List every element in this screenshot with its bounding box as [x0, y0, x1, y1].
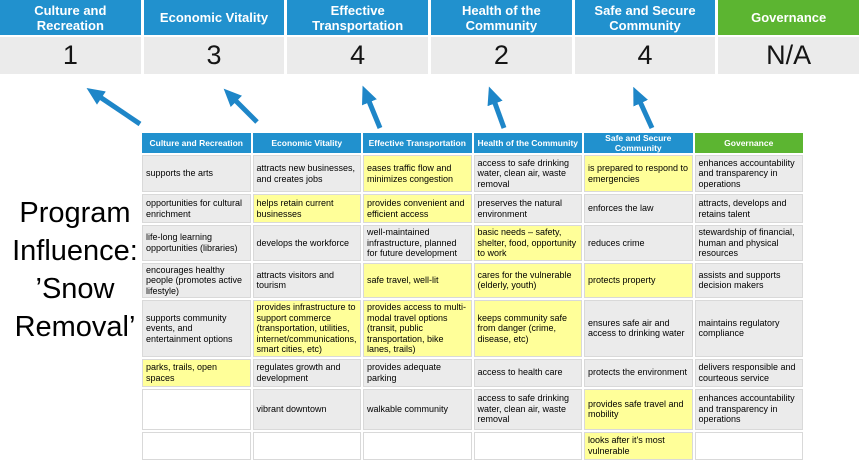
matrix-cell-r5-c4: keeps community safe from danger (crime, disease, etc) — [474, 300, 583, 357]
matrix-cell-r4-c3: safe travel, well-lit — [363, 263, 472, 299]
scoreboard-score-2: 4 — [287, 37, 428, 74]
title-line: Influence: — [12, 235, 138, 267]
table-row — [142, 300, 803, 357]
matrix-cell-r5-c2: provides infrastructure to support commerce (transportation, utilities, internet/communications, smart cities, etc) — [253, 300, 362, 357]
scoreboard — [0, 0, 859, 74]
matrix-cell-r8-c6 — [695, 432, 804, 460]
up-arrow-safe — [637, 95, 652, 128]
matrix-cell-r6-c2: regulates growth and development — [253, 359, 362, 387]
matrix-cell-r7-c4: access to safe drinking water, clean air, waste removal — [474, 389, 583, 430]
matrix-cell-r3-c3: well-maintained infrastructure, planned for future development — [363, 225, 472, 261]
scoreboard-score-5: N/A — [718, 37, 859, 74]
table-row — [142, 432, 803, 460]
matrix-cell-r4-c6: assists and supports decision makers — [695, 263, 804, 299]
scoreboard-score-4: 4 — [575, 37, 716, 74]
matrix-cell-r8-c2 — [253, 432, 362, 460]
matrix-cell-r4-c1: encourages healthy people (promotes active lifestyle) — [142, 263, 251, 299]
table-row — [142, 225, 803, 261]
matrix-cell-r1-c2: attracts new businesses, and creates jobs — [253, 155, 362, 192]
matrix-cell-r4-c2: attracts visitors and tourism — [253, 263, 362, 299]
matrix-cell-r6-c3: provides adequate parking — [363, 359, 472, 387]
title-line: ’Snow — [35, 273, 115, 305]
scoreboard-score-0: 1 — [0, 37, 141, 74]
matrix-cell-r3-c4: basic needs – safety, shelter, food, opportunity to work — [474, 225, 583, 261]
scoreboard-header-2: Effective Transportation — [287, 0, 428, 35]
up-arrow-health — [492, 95, 504, 128]
matrix-cell-r3-c5: reduces crime — [584, 225, 693, 261]
matrix-cell-r2-c4: preserves the natural environment — [474, 194, 583, 223]
matrix-cell-r2-c5: enforces the law — [584, 194, 693, 223]
matrix-cell-r1-c6: enhances accountability and transparency in operations — [695, 155, 804, 192]
matrix-cell-r7-c5: provides safe travel and mobility — [584, 389, 693, 430]
matrix-cell-r3-c2: develops the workforce — [253, 225, 362, 261]
matrix-column-header-5: Governance — [695, 133, 804, 153]
scoreboard-header-0: Culture and Recreation — [0, 0, 141, 35]
matrix-cell-r7-c1 — [142, 389, 251, 430]
matrix-body — [142, 155, 803, 460]
matrix-cell-r3-c6: stewardship of financial, human and physical resources — [695, 225, 804, 261]
matrix-column-header-1: Economic Vitality — [253, 133, 362, 153]
matrix-cell-r8-c1 — [142, 432, 251, 460]
up-arrow-economic — [230, 95, 257, 122]
table-row — [142, 359, 803, 387]
scoreboard-header-1: Economic Vitality — [144, 0, 285, 35]
matrix-header-row — [142, 133, 803, 153]
matrix-column-header-3: Health of the Community — [474, 133, 583, 153]
matrix-cell-r7-c6: enhances accountability and transparency in operations — [695, 389, 804, 430]
matrix-cell-r3-c1: life-long learning opportunities (libraries) — [142, 225, 251, 261]
matrix-cell-r1-c5: is prepared to respond to emergencies — [584, 155, 693, 192]
up-arrow-culture — [94, 93, 140, 124]
scoreboard-score-1: 3 — [144, 37, 285, 74]
matrix-cell-r7-c3: walkable community — [363, 389, 472, 430]
matrix-cell-r8-c3 — [363, 432, 472, 460]
matrix-column-header-4: Safe and Secure Community — [584, 133, 693, 153]
scoreboard-header-5: Governance — [718, 0, 859, 35]
matrix-cell-r4-c4: cares for the vulnerable (elderly, youth) — [474, 263, 583, 299]
matrix-column-header-0: Culture and Recreation — [142, 133, 251, 153]
table-row — [142, 263, 803, 299]
up-arrow-transportation — [366, 94, 380, 128]
matrix-cell-r1-c1: supports the arts — [142, 155, 251, 192]
matrix-cell-r2-c6: attracts, develops and retains talent — [695, 194, 804, 223]
matrix-cell-r4-c5: protects property — [584, 263, 693, 299]
matrix-cell-r6-c4: access to health care — [474, 359, 583, 387]
matrix-cell-r1-c3: eases traffic flow and minimizes congestion — [363, 155, 472, 192]
table-row — [142, 194, 803, 223]
table-row — [142, 155, 803, 192]
matrix-column-header-2: Effective Transportation — [363, 133, 472, 153]
title-line: Removal’ — [14, 311, 136, 343]
table-header-row — [142, 133, 803, 153]
matrix-cell-r5-c6: maintains regulatory compliance — [695, 300, 804, 357]
scoreboard-score-3: 2 — [431, 37, 572, 74]
matrix-cell-r8-c4 — [474, 432, 583, 460]
table-row — [142, 389, 803, 430]
matrix-cell-r6-c6: delivers responsible and courteous service — [695, 359, 804, 387]
matrix-cell-r1-c4: access to safe drinking water, clean air, waste removal — [474, 155, 583, 192]
matrix-cell-r2-c3: provides convenient and efficient access — [363, 194, 472, 223]
matrix-cell-r6-c1: parks, trails, open spaces — [142, 359, 251, 387]
matrix-cell-r5-c5: ensures safe air and access to drinking water — [584, 300, 693, 357]
matrix-cell-r5-c3: provides access to multi-modal travel options (transit, public transportation, bike lanes, trails) — [363, 300, 472, 357]
matrix-cell-r2-c2: helps retain current businesses — [253, 194, 362, 223]
matrix-cell-r7-c2: vibrant downtown — [253, 389, 362, 430]
scoreboard-header-4: Safe and Secure Community — [575, 0, 716, 35]
scoreboard-header-3: Health of the Community — [431, 0, 572, 35]
matrix-cell-r6-c5: protects the environment — [584, 359, 693, 387]
matrix-cell-r5-c1: supports community events, and entertainment options — [142, 300, 251, 357]
influence-matrix-table — [140, 131, 805, 462]
matrix-cell-r2-c1: opportunities for cultural enrichment — [142, 194, 251, 223]
matrix-cell-r8-c5: looks after it's most vulnerable — [584, 432, 693, 460]
program-influence-title — [0, 194, 150, 346]
title-line: Program — [19, 197, 131, 229]
